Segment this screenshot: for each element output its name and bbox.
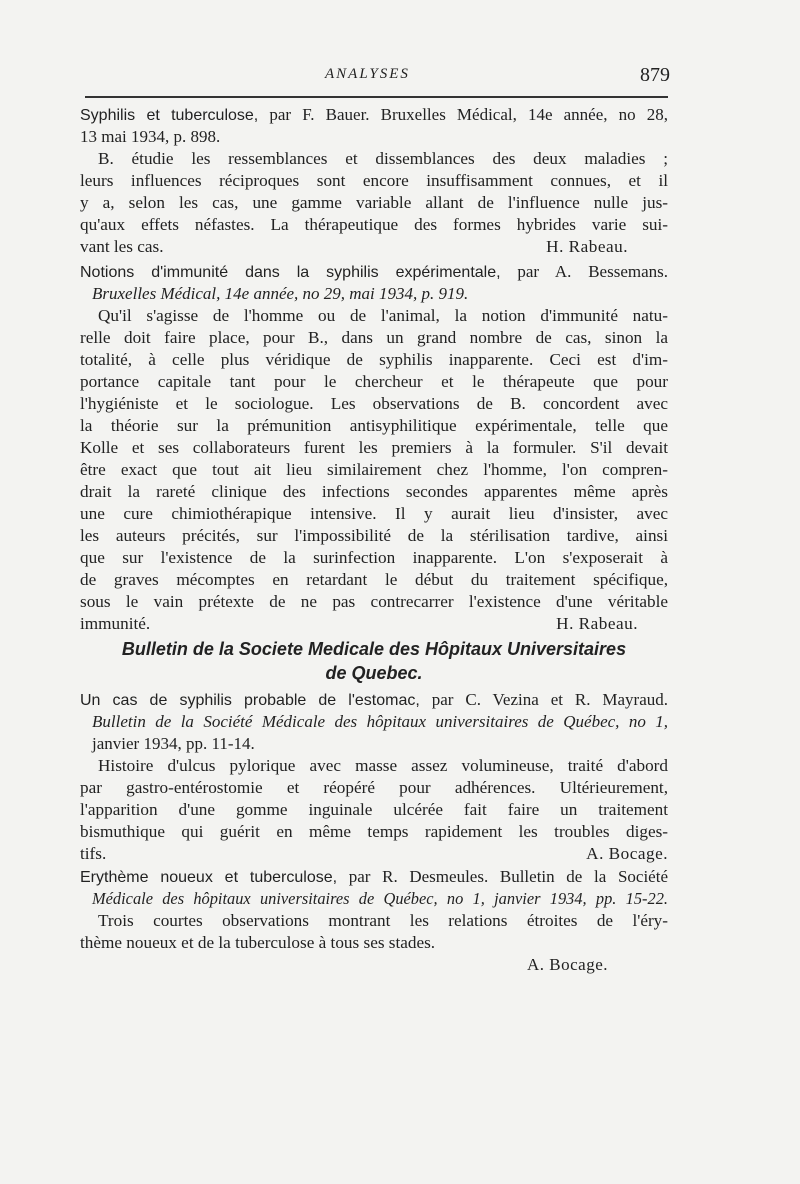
body-line: portance capitale tant pour le chercheur et le thérapeute que pour <box>80 372 668 391</box>
body-line <box>80 613 668 635</box>
body-line <box>80 843 668 865</box>
article-citation: 13 mai 1934, p. 898. <box>80 127 221 146</box>
body-line-text: immunité. <box>80 614 151 633</box>
section-heading <box>80 637 668 685</box>
body-line: bismuthique qui guérit en même temps rapidement les troubles diges- <box>80 822 668 841</box>
article-heading-line <box>80 283 668 305</box>
body-line: être exact que tout ait lieu similairement chez l'homme, l'on compren- <box>80 460 668 479</box>
body-line: drait la rareté clinique des infections secondes apparentes même après <box>80 482 668 501</box>
article-heading-line <box>80 711 668 733</box>
body-line: sous le vain prétexte de ne pas contrecarrer l'existence d'une véritable <box>80 592 668 611</box>
body-line: B. étudie les ressemblances et dissemblances des deux maladies ; <box>98 149 668 168</box>
article-syphilis-tuberculose <box>80 104 668 258</box>
body-line-text: tifs. <box>80 844 107 863</box>
article-notions-immunite <box>80 261 668 635</box>
body-line: la théorie sur la prémunition antisyphilitique expérimentale, telle que <box>80 416 668 435</box>
article-citation: Bruxelles Médical, 14e année, no 29, mai 1934, p. 919. <box>92 284 469 303</box>
header-rule <box>85 96 668 98</box>
article-erytheme-noueux <box>80 866 668 976</box>
article-title: Erythème noueux et tuberculose, <box>80 869 338 886</box>
article-title: Syphilis et tuberculose, <box>80 107 259 124</box>
article-title: Notions d'immunité dans la syphilis expérimentale, <box>80 264 501 281</box>
section-heading-line: de Quebec. <box>325 663 423 683</box>
article-citation: Médicale des hôpitaux universitaires de Québec, no 1, janvier 1934, pp. 15-22. <box>92 889 668 908</box>
body-line: y a, selon les cas, une gamme variable allant de l'influence nulle jus- <box>80 193 668 212</box>
running-title: ANALYSES <box>325 66 410 82</box>
article-heading-line <box>80 261 668 283</box>
body-line: Histoire d'ulcus pylorique avec masse assez volumineuse, traité d'abord <box>98 756 668 775</box>
body-line: relle doit faire place, pour B., dans un grand nombre de cas, sinon la <box>80 328 668 347</box>
article-citation: janvier 1934, pp. 11-14. <box>92 734 255 753</box>
section-heading-line: Bulletin de la Societe Medicale des Hôpitaux Universitaires <box>121 639 627 659</box>
body-line: l'apparition d'une gomme inguinale ulcérée fait faire un traitement <box>80 800 668 819</box>
body-line: une cure chimiothérapique intensive. Il y aurait lieu d'insister, avec <box>80 504 668 523</box>
body-line: totalité, à celle plus véridique de syphilis inapparente. Ceci est d'im- <box>80 350 668 369</box>
article-heading-line <box>80 866 668 888</box>
article-heading-line <box>80 689 668 711</box>
body-line: de graves mécomptes en retardant le début du traitement spécifique, <box>80 570 668 589</box>
article-citation: par F. Bauer. Bruxelles Médical, 14e année, no 28, <box>258 105 668 124</box>
running-header <box>0 62 800 92</box>
article-heading-line <box>80 888 668 910</box>
article-heading-line <box>80 104 668 126</box>
body-line: les auteurs précités, sur l'impossibilité de la stérilisation tardive, ainsi <box>80 526 668 545</box>
body-line: thème noueux et de la tuberculose à tous ses stades. <box>80 933 436 952</box>
body-line: Kolle et ses collaborateurs furent les premiers à la formuler. S'il devait <box>80 438 668 457</box>
article-heading-line <box>80 126 668 148</box>
body-line: l'hygiéniste et le sociologue. Les observations de B. concordent avec <box>80 394 668 413</box>
body-line: leurs influences réciproques sont encore insuffisamment connues, et il <box>80 171 668 190</box>
body-line: par gastro-entérostomie et réopéré pour adhérences. Ultérieurement, <box>80 778 668 797</box>
body-line: qu'aux effets néfastes. La thérapeutique des formes hybrides varie sui- <box>80 215 668 234</box>
article-heading-line <box>80 733 668 755</box>
article-citation: par A. Bessemans. <box>500 262 668 281</box>
article-citation: par C. Vezina et R. Mayraud. <box>419 690 668 709</box>
signature: H. Rabeau. <box>546 237 628 256</box>
signature: H. Rabeau. <box>556 614 638 633</box>
body-line-text: vant les cas. <box>80 237 164 256</box>
article-title: Un cas de syphilis probable de l'estomac, <box>80 692 420 709</box>
body-line <box>80 236 668 258</box>
article-syphilis-estomac <box>80 689 668 865</box>
article-citation: Bulletin de la Société Médicale des hôpitaux universitaires de Québec, no 1, <box>92 712 668 731</box>
page-number: 879 <box>640 64 670 86</box>
article-citation: par R. Desmeules. Bulletin de la Société <box>337 867 668 886</box>
signature: A. Bocage. <box>586 844 668 863</box>
body-line: que sur l'existence de la surinfection inapparente. L'on s'exposerait à <box>80 548 668 567</box>
body-line: Trois courtes observations montrant les relations étroites de l'éry- <box>98 911 668 930</box>
signature: A. Bocage. <box>526 955 608 974</box>
body-line: Qu'il s'agisse de l'homme ou de l'animal, la notion d'immunité natu- <box>98 306 668 325</box>
